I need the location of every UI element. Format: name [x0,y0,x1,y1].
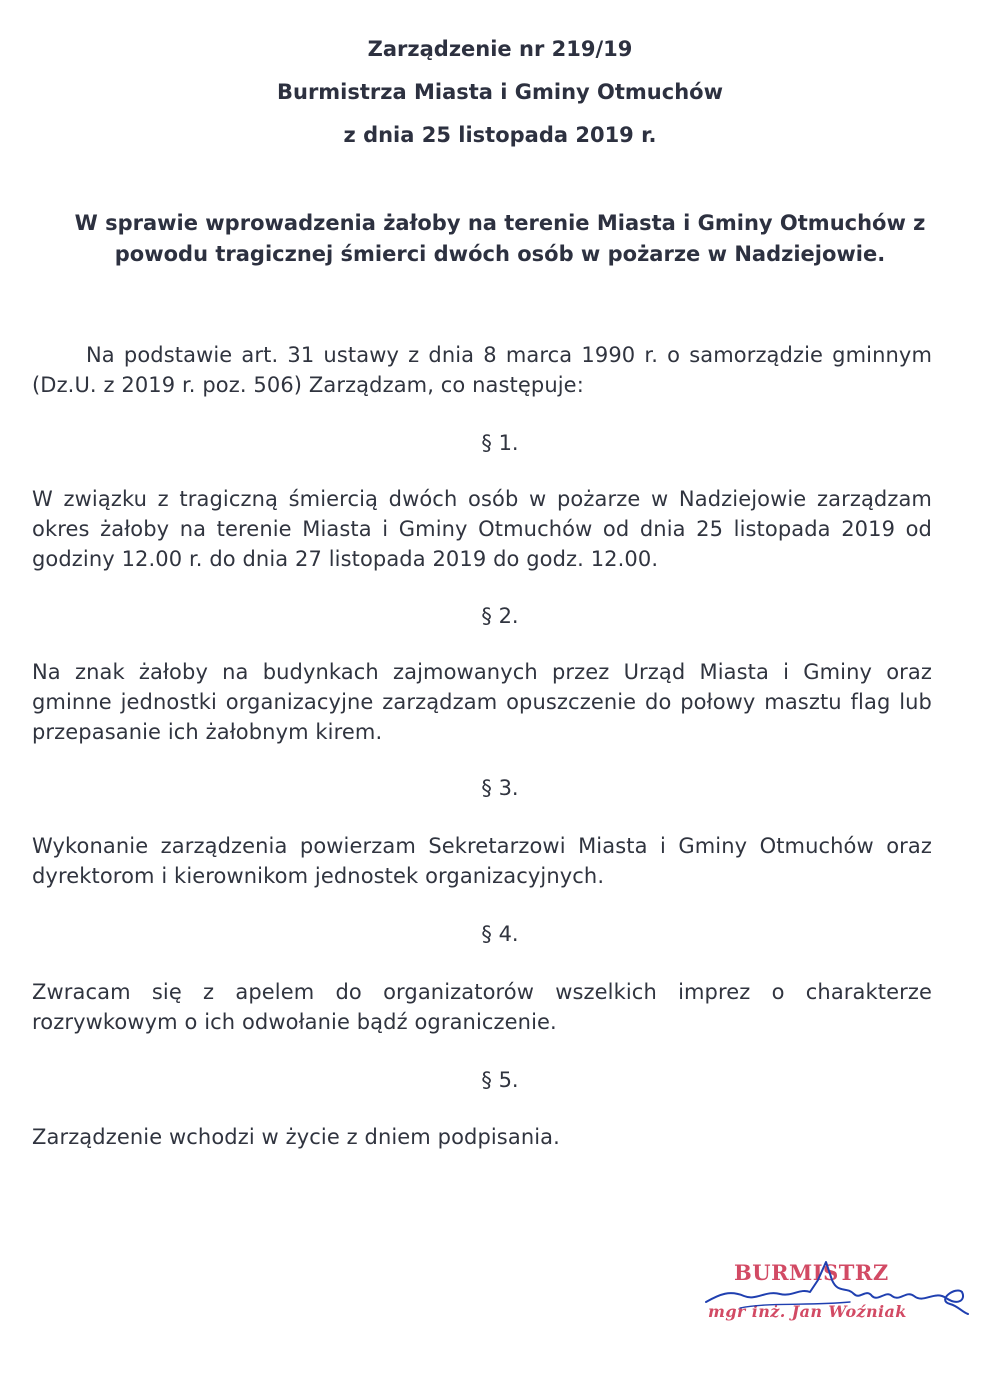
legal-basis-text: Na podstawie art. 31 ustawy z dnia 8 marca 1990 r. o samorządzie gminnym (Dz.U. z 2019 r. poz. 506) Zarządzam, co następuje: [32,343,932,397]
section-text-2: Na znak żałoby na budynkach zajmowanych przez Urząd Miasta i Gminy oraz gminne jednostki organizacyjne zarządzam opuszczenie do połowy masztu flag lub przepasanie ich żałobnym kirem. [32,660,932,744]
stamp-title: BURMISTRZ [734,1260,889,1285]
section-text-3: Wykonanie zarządzenia powierzam Sekretarzowi Miasta i Gminy Otmuchów oraz dyrektorom i kierownikom jednostek organizacyjnych. [32,834,932,888]
subject-line-1: W sprawie wprowadzenia żałoby na terenie Miasta i Gminy Otmuchów z [74,211,926,235]
section-sign-1: § 1. [481,431,519,455]
section-text-5: Zarządzenie wchodzi w życie z dniem podpisania. [32,1125,560,1149]
section-sign-2: § 2. [481,604,519,628]
section-text-4: Zwracam się z apelem do organizatorów wszelkich imprez o charakterze rozrywkowym o ich odwołanie bądź ograniczenie. [32,980,932,1034]
subject-line-2: powodu tragicznej śmierci dwóch osób w pożarze w Nadziejowie. [114,242,886,266]
document-subject [40,208,960,270]
section-text-1: W związku z tragiczną śmiercią dwóch osób w pożarze w Nadziejowie zarządzam okres żałoby na terenie Miasta i Gminy Otmuchów od dnia 25 listopada 2019 od godziny 12.00 r. do dnia 27 listopada 2019 do godz. 12.00. [32,487,932,571]
handwritten-signature [700,1250,970,1340]
ordinance-number: Zarządzenie nr 219/19 [367,37,633,61]
section-sign-5: § 5. [481,1068,519,1092]
section-sign-4: § 4. [481,922,519,946]
document-header [0,28,1000,157]
mayor-stamp [700,1250,970,1340]
section-sign-3: § 3. [481,776,519,800]
issuer: Burmistrza Miasta i Gminy Otmuchów [276,80,723,104]
legal-basis-paragraph [32,340,932,400]
issue-date: z dnia 25 listopada 2019 r. [343,123,657,147]
stamp-name: mgr inż. Jan Woźniak [708,1302,907,1321]
